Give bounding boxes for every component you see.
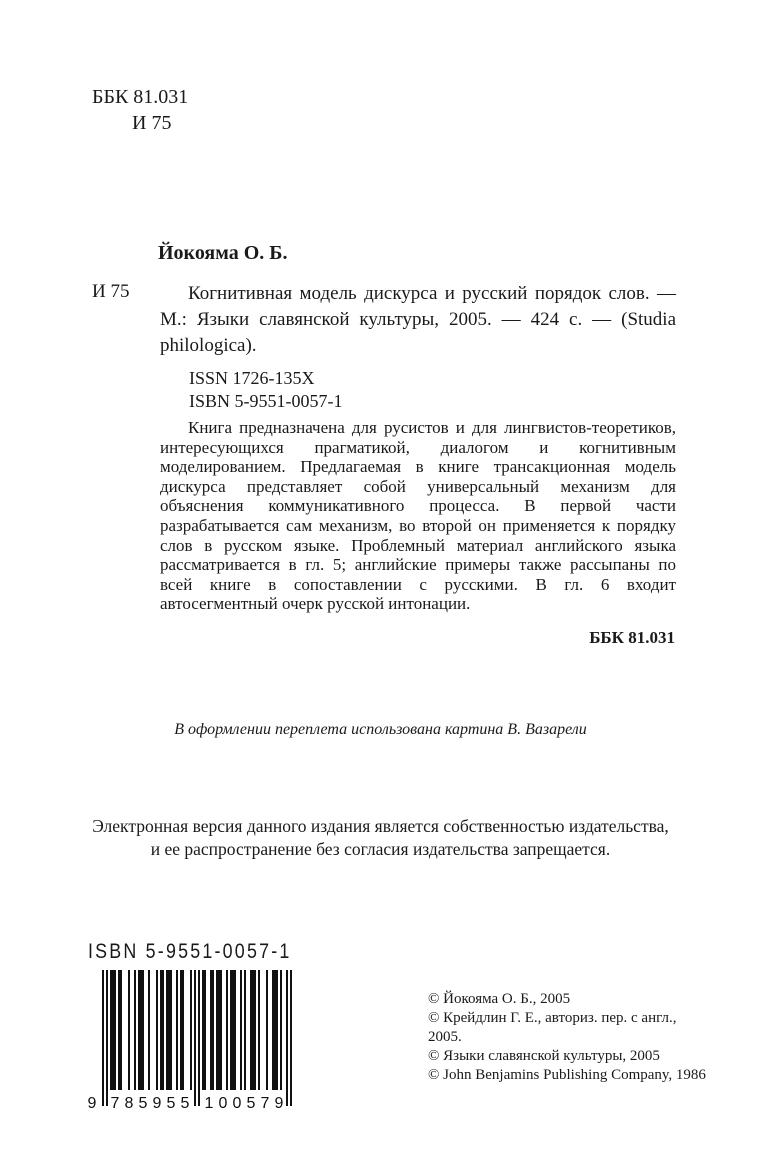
barcode-bar bbox=[204, 970, 206, 1090]
bbk-code: ББК 81.031 bbox=[92, 86, 189, 108]
barcode-bar bbox=[170, 970, 172, 1090]
barcode-bar bbox=[110, 970, 112, 1090]
barcode-bar bbox=[168, 970, 170, 1090]
barcode-digit: 0 bbox=[218, 1095, 228, 1112]
notice-line-1: Электронная версия данного издания является собственностью издательства, bbox=[92, 816, 669, 836]
barcode-bar bbox=[140, 970, 142, 1090]
bibliographic-entry bbox=[160, 281, 676, 359]
barcode-bar bbox=[226, 970, 228, 1090]
barcode-bar bbox=[114, 970, 116, 1090]
barcode-bar bbox=[212, 970, 214, 1090]
barcode-bar bbox=[250, 970, 252, 1090]
barcode-bar bbox=[176, 970, 178, 1090]
barcode-bar bbox=[230, 970, 232, 1090]
barcode-bar bbox=[138, 970, 140, 1090]
barcode-bar bbox=[166, 970, 168, 1090]
barcode-image bbox=[88, 968, 310, 1113]
barcode-bar bbox=[286, 970, 288, 1106]
issn: ISSN 1726-135X bbox=[189, 368, 315, 388]
bbk-header bbox=[92, 84, 188, 136]
rights-notice bbox=[0, 815, 761, 861]
barcode-bar bbox=[128, 970, 130, 1090]
barcode-bar bbox=[190, 970, 192, 1090]
barcode-digit: 8 bbox=[124, 1095, 134, 1112]
barcode-bar bbox=[112, 970, 114, 1090]
copyright-line-1: © Йокояма О. Б., 2005 bbox=[428, 991, 571, 1007]
barcode-bar bbox=[118, 970, 120, 1090]
copyright-line-3: © Языки славянской культуры, 2005 bbox=[428, 1048, 660, 1064]
copyright-line-2: © Крейдлин Г. Е., авториз. пер. с англ., 2005. bbox=[428, 1010, 677, 1045]
barcode-block bbox=[88, 940, 310, 1113]
barcode-bar bbox=[182, 970, 184, 1090]
barcode-digit: 9 bbox=[274, 1095, 284, 1112]
barcode-isbn-label: ISBN 5-9551-0057-1 bbox=[88, 940, 292, 963]
barcode-digit: 5 bbox=[166, 1095, 176, 1112]
barcode-bar bbox=[234, 970, 236, 1090]
barcode-digit: 0 bbox=[232, 1095, 242, 1112]
barcode-digit: 5 bbox=[138, 1095, 148, 1112]
barcode-bar bbox=[240, 970, 242, 1090]
copyright-line-4: © John Benjamins Publishing Company, 1986 bbox=[428, 1067, 706, 1083]
barcode-digit: 1 bbox=[204, 1095, 214, 1112]
barcode-bar bbox=[258, 970, 260, 1090]
bbk-index: И 75 bbox=[132, 112, 172, 134]
barcode-digit: 7 bbox=[110, 1095, 120, 1112]
barcode-bar bbox=[180, 970, 182, 1090]
barcode-bar bbox=[220, 970, 222, 1090]
barcode-digit: 9 bbox=[88, 1095, 97, 1112]
barcode-bar bbox=[232, 970, 234, 1090]
barcode-bar bbox=[254, 970, 256, 1090]
identifier-block bbox=[189, 367, 343, 413]
entry-code: И 75 bbox=[92, 281, 130, 302]
barcode-bar bbox=[266, 970, 268, 1090]
barcode-digit: 9 bbox=[152, 1095, 162, 1112]
annotation bbox=[160, 418, 676, 614]
author-name: Йокояма О. Б. bbox=[158, 242, 288, 264]
barcode-digit: 7 bbox=[260, 1095, 270, 1112]
barcode-bar bbox=[198, 970, 200, 1106]
barcode-bar bbox=[216, 970, 218, 1090]
barcode-bar bbox=[202, 970, 204, 1090]
barcode-bar bbox=[156, 970, 158, 1090]
barcode-bar bbox=[160, 970, 162, 1090]
barcode-bar bbox=[274, 970, 276, 1090]
barcode-bar bbox=[280, 970, 282, 1090]
barcode-bar bbox=[142, 970, 144, 1090]
cover-note: В оформлении переплета использована картина В. Вазарели bbox=[174, 721, 587, 738]
barcode-digit: 5 bbox=[180, 1095, 190, 1112]
notice-line-2: и ее распространение без согласия издательства запрещается. bbox=[150, 839, 611, 859]
barcode-bar bbox=[120, 970, 122, 1090]
barcode-bar bbox=[210, 970, 212, 1090]
copyright-block bbox=[428, 990, 708, 1085]
isbn: ISBN 5-9551-0057-1 bbox=[189, 391, 343, 411]
barcode-bar bbox=[290, 970, 292, 1106]
entry-title: Когнитивная модель дискурса и русский порядок слов. — М.: Языки славянской культуры, 2005. — 424 с. — (Studia philologica). bbox=[160, 283, 676, 356]
barcode-bar bbox=[106, 970, 108, 1106]
barcode-bar bbox=[148, 970, 150, 1090]
barcode-bar bbox=[194, 970, 196, 1106]
barcode-bar bbox=[276, 970, 278, 1090]
barcode-bar bbox=[252, 970, 254, 1090]
barcode-bar bbox=[162, 970, 164, 1090]
annotation-text: Книга предназначена для русистов и для лингвистов-теоретиков, интересующихся прагматикой, диалогом и когнитивным моделированием. Предлагаемая в книге трансакционная модель дискурса представляет собой универсальный механизм для объяснения коммуникативного процесса. В первой части разрабатывается сам механизм, во второй он применяется к порядку слов в русском языке. Проблемный материал английского языка рассматривается в гл. 5; английские примеры также рассыпаны по всей книге в сопоставлении с русскими. В гл. 6 входит автосегментный очерк русской интонации. bbox=[160, 418, 676, 614]
barcode-bar bbox=[244, 970, 246, 1090]
barcode-bar bbox=[218, 970, 220, 1090]
barcode-bar bbox=[134, 970, 136, 1090]
barcode-bar bbox=[102, 970, 104, 1106]
barcode-bar bbox=[272, 970, 274, 1090]
bbk-footer: ББК 81.031 bbox=[589, 628, 675, 647]
barcode-digit: 5 bbox=[246, 1095, 256, 1112]
